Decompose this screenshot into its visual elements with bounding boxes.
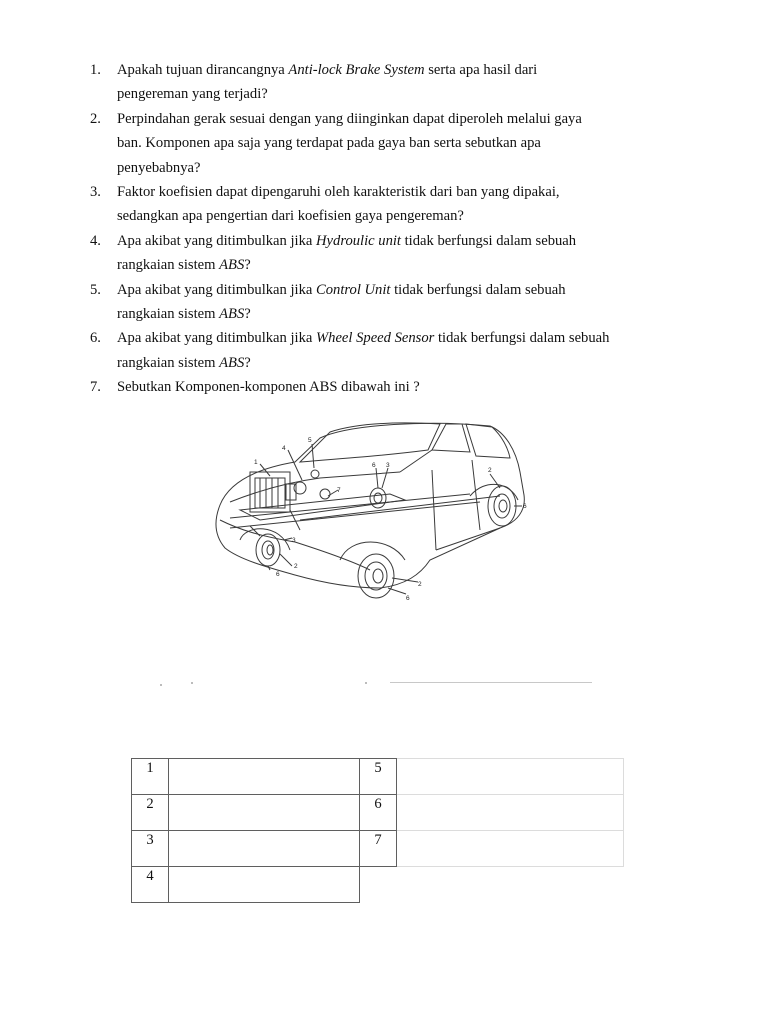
answer-cell[interactable] [397, 759, 624, 795]
question-number: 1. [90, 62, 101, 78]
question-text-run: ? [244, 306, 251, 323]
question-text [117, 330, 609, 370]
question-list [90, 58, 610, 400]
table-cell-number: 1 [132, 759, 169, 795]
question-item [90, 326, 610, 375]
answer-cell[interactable] [169, 867, 360, 903]
diagram-label: 2 [294, 563, 298, 570]
diagram-label: 6 [276, 571, 280, 578]
scan-speck [365, 682, 367, 684]
answer-cell[interactable] [169, 759, 360, 795]
table-cell-number: 3 [132, 831, 169, 867]
question-text-run: Apa akibat yang ditimbulkan jika [117, 232, 316, 249]
question-text-italic: Hydroulic unit [316, 232, 401, 249]
question-text-italic: ABS [219, 354, 245, 371]
question-text-run: ? [244, 257, 251, 274]
table-blank [397, 867, 624, 903]
table-row [132, 759, 624, 795]
wheel-rear-right [488, 486, 516, 526]
answer-table [131, 758, 624, 903]
wheel-front-left [256, 534, 280, 566]
table-cell-number: 5 [360, 759, 397, 795]
answer-cell[interactable] [397, 795, 624, 831]
question-item [90, 375, 610, 399]
question-number: 6. [90, 330, 101, 347]
question-number: 7. [90, 379, 101, 396]
question-text-run: Apakah tujuan dirancangnya [117, 62, 289, 78]
question-text-run: tidak berfungsi dalam sebuah rangkaian sistem [117, 281, 566, 323]
table-row [132, 831, 624, 867]
question-item [90, 278, 610, 327]
answer-cell[interactable] [169, 795, 360, 831]
diagram-label: 2 [418, 581, 422, 588]
question-number: 5. [90, 281, 101, 298]
question-number: 2. [90, 110, 101, 127]
side-window-rear [466, 424, 510, 458]
diagram-label: 5 [308, 437, 312, 444]
question-number: 3. [90, 184, 101, 201]
question-text [117, 379, 420, 395]
question-text-run: Apa akibat yang ditimbulkan jika [117, 281, 316, 298]
car-body-outline [216, 423, 524, 588]
question-text-italic: ABS [219, 306, 245, 323]
question-text [117, 233, 576, 273]
question-text-run: ? [244, 354, 251, 371]
question-text-italic: Wheel Speed Sensor [316, 330, 435, 347]
scan-speck [191, 682, 193, 684]
question-text [117, 111, 582, 176]
diagram-label: 3 [292, 537, 296, 544]
question-text [117, 184, 560, 224]
table-row [132, 795, 624, 831]
question-item [90, 229, 610, 278]
question-text-run: serta apa hasil dari pengereman yang terjadi? [117, 62, 538, 103]
wheel-front-right [358, 554, 394, 598]
diagram-label: 6 [406, 595, 410, 602]
question-text-run: Sebutkan Komponen-komponen ABS dibawah ini ? [117, 379, 420, 396]
wheel-rear-left [370, 488, 386, 508]
question-item [90, 180, 610, 229]
windshield [300, 423, 440, 462]
question-text-run: tidak berfungsi dalam sebuah rangkaian sistem [117, 330, 610, 371]
question-number: 4. [90, 232, 101, 249]
question-text-run: tidak berfungsi dalam sebuah rangkaian sistem [117, 232, 577, 274]
table-cell-number: 2 [132, 795, 169, 831]
table-row [132, 867, 624, 903]
question-text-run: Faktor koefisien dapat dipengaruhi oleh karakteristik dari ban yang dipakai, sedangkan apa pengertian dari koefisien gaya pengereman? [117, 184, 560, 225]
table-cell-number: 4 [132, 867, 169, 903]
question-text-italic: Anti-lock Brake System [288, 62, 425, 78]
abs-car-diagram [200, 410, 540, 610]
answer-cell[interactable] [169, 831, 360, 867]
question-text [117, 282, 566, 322]
diagram-label: 6 [523, 503, 527, 510]
question-text-italic: ABS [219, 257, 245, 274]
table-cell-number: 7 [360, 831, 397, 867]
table-cell-number: 6 [360, 795, 397, 831]
question-text-italic: Control Unit [316, 281, 391, 298]
diagram-label: 2 [488, 467, 492, 474]
question-text-run: Apa akibat yang ditimbulkan jika [117, 330, 316, 347]
question-item [90, 107, 610, 180]
question-text-run: Perpindahan gerak sesuai dengan yang diinginkan dapat diperoleh melalui gaya ban. Komponen apa saja yang terdapat pada gaya ban serta sebutkan apa penyebabnya? [117, 110, 582, 176]
scan-speck [160, 684, 162, 686]
question-text [117, 62, 537, 102]
answer-cell[interactable] [397, 831, 624, 867]
diagram-label: 4 [282, 445, 286, 452]
question-item [90, 58, 610, 107]
horizontal-rule [390, 682, 592, 683]
diagram-label: 1 [254, 459, 258, 466]
diagram-label: 7 [337, 487, 341, 494]
diagram-label: 3 [386, 462, 390, 469]
table-blank [360, 867, 397, 903]
diagram-label: 6 [372, 462, 376, 469]
